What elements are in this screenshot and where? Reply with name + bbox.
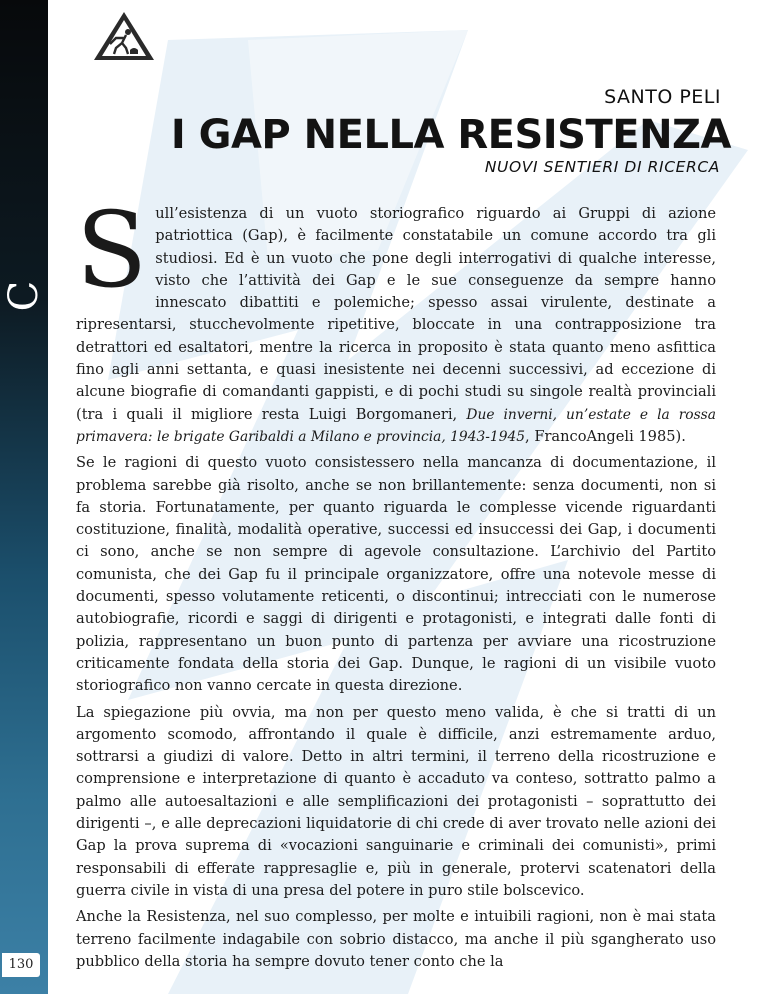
drop-cap: S [76,189,148,311]
paragraph-1-end: , FrancoAngeli 1985). [525,427,686,445]
paragraph-1-text: ull’esistenza di un vuoto storiografico riguardo ai Gruppi di azione patriottica (Gap), è facilmente constatabile un comune accordo tra gli studiosi. Ed è un vuoto che pone degli interrogativi di qualche interesse, visto che l’attività dei Gap e le sue conseguenze da sempre hanno innescato dibattiti e polemiche; spesso assai virulente, destinate a ripresentarsi, stucchevolmente ripetitive, bloccate in una contrapposizione tra detrattori ed esaltatori, mentre la ricerca in proposito è stata quanto meno asfittica fino agli anni settanta, e quasi inesistente nei decenni successivi, ad eccezione di alcune biografie di comandanti gappisti, e di pochi studi su singole realtà provinciali (tra i quali il migliore resta Luigi Borgomaneri, [76,205,716,423]
author-name: SANTO PELI [604,86,721,108]
section-letter: C [1,280,47,312]
left-sidebar-band [0,0,48,994]
page-number: 130 [2,953,40,977]
book-title: Due inverni, un’estate e la rossa primavera: le brigate Garibaldi a Milano e provincia, 1943-1945 [76,406,716,445]
road-work-sign-icon [92,10,156,62]
paragraph-4: Anche la Resistenza, nel suo complesso, per molte e intuibili ragioni, non è mai stata terreno facilmente indagabile con sobrio distacco, ma anche il più sgangherato uso pubblico della storia ha sempre dovuto tener conto che la [76,908,716,970]
article-body [76,189,716,977]
article-title: I GAP NELLA RESISTENZA [170,112,731,158]
paragraph-1 [76,189,716,448]
article-subtitle: NUOVI SENTIERI DI RICERCA [484,158,720,176]
paragraph-2: Se le ragioni di questo vuoto consistessero nella mancanza di documentazione, il problema sarebbe già risolto, anche se non brillantemente: senza documenti, non si fa storia. Fortunatamente, per quanto riguarda le complesse vicende riguardanti costituzione, finalità, modalità operative, successi ed insuccessi dei Gap, i documenti ci sono, anche se non sempre di agevole consultazione. L’archivio del Partito comunista, che dei Gap fu il principale organizzatore, offre una notevole messe di documenti, spesso volutamente reticenti, o discontinui; intrecciati con le numerose autobiografie, ricordi e saggi di dirigenti e protagonisti, e integrati dalle fonti di polizia, rappresentano un buon punto di partenza per avviare una ricostruzione criticamente fondata della storia dei Gap. Dunque, le ragioni di un visibile vuoto storiografico non vanno cercate in questa direzione. [76,454,716,695]
paragraph-3: La spiegazione più ovvia, ma non per questo meno valida, è che si tratti di un argomento scomodo, affrontando il quale è difficile, anzi estremamente arduo, sottrarsi a giudizi di valore. Detto in altri termini, il terreno della ricostruzione e comprensione e interpretazione di quanto è accaduto va conteso, sottratto palmo a palmo alle autoesaltazioni e alle semplificazioni dei protagonisti – soprattutto dei dirigenti –, e alle deprecazioni liquidatorie di chi crede di aver trovato nelle azioni dei Gap la prova suprema di «vocazioni sanguinarie e criminali dei comunisti», primi responsabili di efferate rappresaglie e, più in generale, protervi scatenatori della guerra civile in vista di una presa del potere in puro stile bolscevico. [76,703,716,899]
